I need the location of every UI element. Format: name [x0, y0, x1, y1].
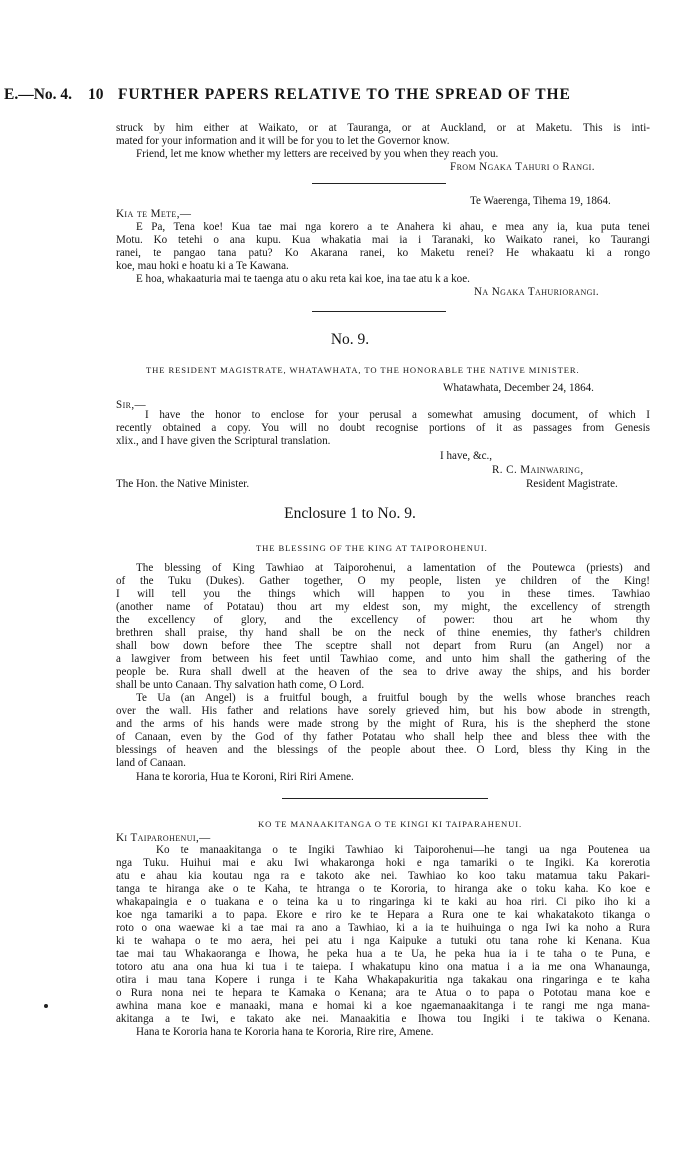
separator-rule — [282, 798, 488, 799]
document-heading: No. 9. — [330, 331, 370, 348]
enclosure-para1-line-1: The blessing of King Tawhiao at Taiporohenui, a lamentation of the Poutewca (priests) and — [136, 562, 650, 574]
no9-line-1: I have the honor to enclose for your perusal a somewhat amusing document, of which I — [145, 409, 650, 421]
maori-line-2: nga Tuku. Huihui mai e aku Iwi whakaronga hoki e nga tamariki o te Ingiki. Ka korerotia — [116, 857, 650, 869]
maori-line-7: roto o ona waewae ki a tae mai ra ano a Tawhiao, ki a ia te huihuinga o nga Iwi ka noho a Rura — [116, 922, 650, 934]
no9-salutation: Sir,— — [116, 399, 147, 411]
enclosure-para2-line-6: land of Canaan. — [116, 757, 186, 769]
enclosure-para1-line-7: shall bow down before thee The sceptre shall not depart from Ruru (an Angel) nor a — [116, 640, 650, 652]
enclosure-para1-line-5: the excellency of glory, and the excellency of power: thou art he whom thy — [116, 614, 650, 626]
enclosure-para1-line-4: (another name of Potatau) thou art my eldest son, my might, the excellency of strength — [116, 601, 650, 613]
maori-closing: Hana te Kororia hana te Kororia hana te Kororia, Rire rire, Amene. — [136, 1026, 434, 1038]
enclosure-para2-line-3: and the arms of his hands were made strong by the might of Rura, his is the shepherd the stone — [116, 718, 650, 730]
letter1-line-2: mated for your information and it will be for you to let the Governor know. — [116, 135, 450, 147]
enclosure-closing: Hana te kororia, Hua te Koroni, Riri Riri Amene. — [136, 771, 354, 783]
letter2-line-4: koe, mau hoki e hoatu ki a Te Kawana. — [116, 260, 289, 272]
page-number: 10 — [88, 86, 104, 103]
maori-line-13: awhina mana koe e manaaki, mana e homai ki a koe ngaemanaakitanga i te rangi me nga mana- — [116, 1000, 650, 1012]
letter2-salutation: Kia te Mete,— — [116, 208, 192, 220]
enclosure-para2-line-4: of Canaan, even by the God of thy father Potatau who shall help thee and bless thee with the — [116, 731, 650, 743]
enclosure-para2-line-1: Te Ua (an Angel) is a fruitful bough, a fruitful bough by the wells whose branches reach — [136, 692, 650, 704]
no9-place-date: Whatawhata, December 24, 1864. — [443, 382, 594, 394]
maori-line-10: totoro atu ana ona hua ki tua i te taiepa. I whakatupu kino ona matua i a ia me ona Whanaunga, — [116, 961, 650, 973]
no9-closing: I have, &c., — [440, 450, 493, 462]
separator-rule — [312, 183, 446, 184]
enclosure-para1-line-10: shall be unto Canaan. Thy salvation hath come, O Lord. — [116, 679, 365, 691]
maori-line-14: akitanga a te Iwi, e takato ake nei. Manaakitia e Ihowa tou Ingiki i te takiwa o Kenana. — [116, 1013, 650, 1025]
maori-line-12: o Rura nona nei te hepara te Kamaka o Kenana; ara te Atua o to papa o Pototau mana koe e — [116, 987, 650, 999]
maori-line-3: atu e ahau kia koutau nga ra e takoto ake nei. Tawhiao ko koo taku matamua taku Pakari- — [116, 870, 650, 882]
enclosure-para1-line-3: I will tell you the things which will happen to you in these times. Tawhiao — [116, 588, 650, 600]
maori-line-5: whakapaingia e o tuakana e o teina ka u to ringaringa ki te kaki au hoa riri. Ci piko iho ki a — [116, 896, 650, 908]
letter2-line-1: E Pa, Tena koe! Kua tae mai nga korero a te Anahera ki ahau, e mea any ia, kua puta tenei — [136, 221, 650, 233]
maori-line-11: otira i mau tana Kopere i runga i te Kaha Whakapakuritia nga takakau ona ringaringa e te kaha — [116, 974, 650, 986]
page-reference: E.—No. 4. — [4, 86, 73, 103]
letter1-line-1: struck by him either at Waikato, or at Tauranga, or at Auckland, or at Maketu. This is inti- — [116, 122, 650, 134]
letter2-line-5: E hoa, whakaaturia mai te taenga atu o aku reta kai koe, ina tae atu k a koe. — [136, 273, 470, 285]
enclosure-subheading: THE BLESSING OF THE KING AT TAIPOROHENUI. — [256, 543, 488, 553]
maori-heading: KO TE MANAAKITANGA O TE KINGI KI TAIPARAHENUI. — [258, 819, 523, 829]
maori-line-4: tanga te hiranga ake o te Kaha, te htranga o te Kororia, to hiranga ake o toku kaha. Ko koe e — [116, 883, 650, 895]
letter2-signature: Na Ngaka Tahuriorangi. — [474, 286, 600, 298]
maori-salutation: Ki Taiparohenui,— — [116, 832, 211, 844]
no9-signer-title: Resident Magistrate. — [526, 478, 618, 490]
no9-signer: R. C. Mainwaring, — [492, 464, 584, 476]
separator-rule — [312, 311, 446, 312]
maori-line-8: ki te wahapa o te mo aera, hei pei atu i nga Kaipuke a tutuki otu tana rohe ki Kenana. Kua — [116, 935, 650, 947]
enclosure-para1-line-9: people be. Rura shall dwell at the heaven of the sea to drive away the ships, and his border — [116, 666, 650, 678]
maori-line-9: tae mai tau Whakaoranga e Ihowa, he peka hua a te Ua, he peka hua ia i te taha o te Puna, e — [116, 948, 650, 960]
no9-line-2: recently obtained a copy. You will no doubt recognise portions of it as passages from Genesis — [116, 422, 650, 434]
enclosure-para2-line-2: over the wall. His father and relations have sorely grieved him, but his bow abode in strength, — [116, 705, 650, 717]
maori-line-1: Ko te manaakitanga o te Ingiki Tawhiao ki Taiporohenui—he tangi ua nga Poutenea ua — [156, 844, 650, 856]
letter1-line-3: Friend, let me know whether my letters are received by you when they reach you. — [136, 148, 499, 160]
no9-line-3: xlix., and I have given the Scriptural translation. — [116, 435, 331, 447]
enclosure-para1-line-6: brethren shall praise, thy hand shall be on the neck of thine enemies, thy father's children — [116, 627, 650, 639]
running-title: FURTHER PAPERS RELATIVE TO THE SPREAD OF THE — [118, 86, 571, 103]
no9-addressee: The Hon. the Native Minister. — [116, 478, 250, 490]
document-subheading: THE RESIDENT MAGISTRATE, WHATAWHATA, TO THE HONORABLE THE NATIVE MINISTER. — [146, 365, 580, 375]
enclosure-para2-line-5: blessings of heaven and the blessings of the people about thee. O Lord, bless thy King in the — [116, 744, 650, 756]
maori-line-6: koe nga tamariki a to papa. Ekore e riro ke te Hepara a Rura one te kai whakatakoto tikanga o — [116, 909, 650, 921]
letter2-place-date: Te Waerenga, Tihema 19, 1864. — [470, 195, 611, 207]
enclosure-heading: Enclosure 1 to No. 9. — [284, 505, 416, 522]
letter2-line-3: ranei, te pangao tana patu? Ko Akarana ranei, ko Maketu renei? He whakaatu ki a rongo — [116, 247, 650, 259]
enclosure-para1-line-8: a lawgiver from between his feet until Tawhiao come, and unto him shall the gathering of the — [116, 653, 650, 665]
enclosure-para1-line-2: of the Tuku (Dukes). Gather together, O my people, listen ye children of the King! — [116, 575, 650, 587]
letter1-signature: From Ngaka Tahuri o Rangi. — [450, 161, 595, 173]
letter2-line-2: Motu. Ko tetehi o ana kupu. Kua whakatia mai ia i Taranaki, ko Waikato ranei, ko Taurangi — [116, 234, 650, 246]
margin-dot — [44, 1004, 48, 1008]
